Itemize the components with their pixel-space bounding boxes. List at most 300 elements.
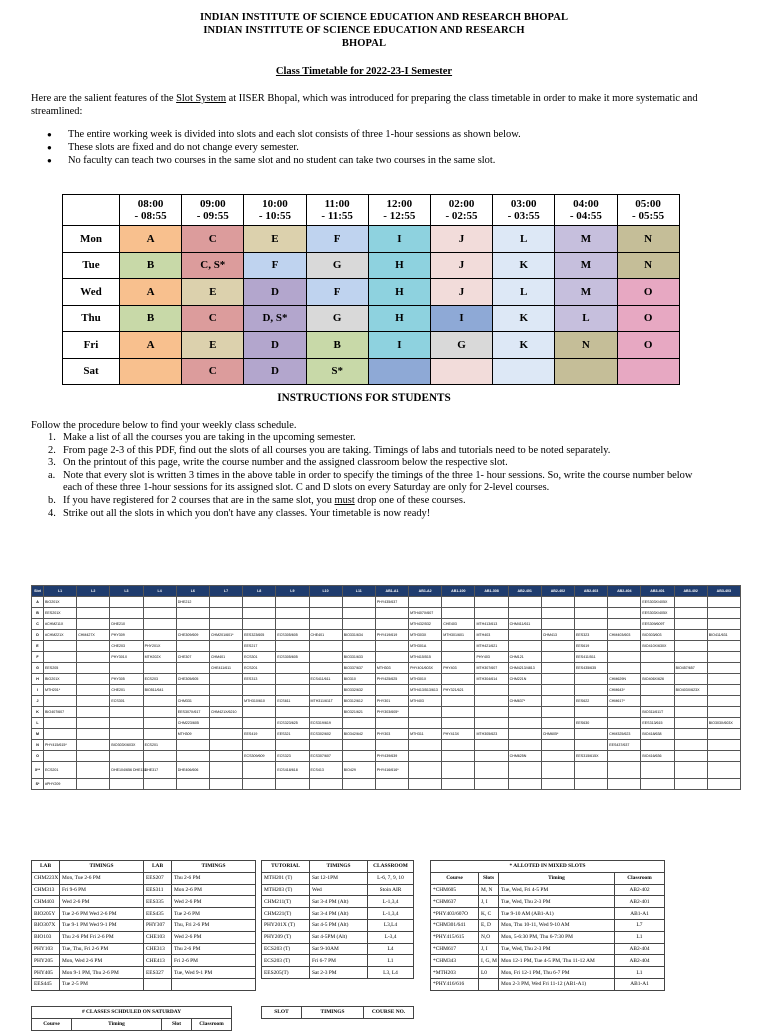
room-cell [342,740,375,751]
room-cell: ECS307/607 [309,751,342,762]
lab-cell: Mon 9-1 PM, Thu 2-6 PM [60,967,144,979]
tutorial-cell: L-1,3,4 [368,896,414,908]
room-cell [575,729,608,740]
room-cell [409,707,442,718]
mixed-cell: AB2-401 [615,896,665,908]
room-cell [110,751,143,762]
day-row [63,332,680,359]
room-cell: MTH310/610 [243,696,276,707]
room-cell [44,718,77,729]
room-cell [276,779,309,790]
slot-cell: C [182,358,244,385]
room-cell [110,707,143,718]
slot-cell [120,358,182,385]
room-cell: BIO407/607 [44,707,77,718]
room-cell [243,762,276,779]
room-cell: EES303X/405X [641,608,674,619]
room-cell: BIO201X [44,674,77,685]
room-cell [309,779,342,790]
room-cell [575,608,608,619]
slot-cell: I [368,226,430,253]
saturday-title: # CLASSES SCHDULED ON SATURDAY [32,1007,232,1019]
instruction-step: a. Note that every slot is written 3 times in the above table in order to specify the timings of the three 1- hour sessions. So, write the course number below each of these three 1-hour sessions for its assigned slot. C and D slots on every Saturday are only for 2-level courses. [48,469,693,494]
room-cell [176,663,209,674]
room-cell: CHM331 [176,696,209,707]
tutorial-row [262,931,414,943]
room-cell [674,729,707,740]
tutorial-header-cell: CLASSROOM [368,861,414,873]
room-cell: CHM413 [541,630,574,641]
institute-name-repeat: INDIAN INSTITUTE OF SCIENCE EDUCATION AND RESEARCH [203,25,525,36]
lab-row [32,978,256,990]
room-cell [707,597,740,608]
slot-course-header-cell: TIMINGS [302,1007,364,1019]
features-list [43,128,723,167]
lab-header-cell: TIMINGS [60,861,144,873]
room-cell [541,685,574,696]
mixed-row [431,896,665,908]
room-row [32,762,741,779]
room-cell [342,597,375,608]
room-row [32,696,741,707]
mixed-row [431,967,665,979]
lab-cell: EES335 [144,896,172,908]
tutorial-cell: L-1,3,4 [368,908,414,920]
room-cell [77,641,110,652]
room-cell: EES309/609T [641,619,674,630]
room-cell: MTH303 [375,663,408,674]
mixed-cell: Mon 12-1 PM, Tue 4-5 PM, Thu 11-12 AM [499,955,615,967]
room-cell [674,762,707,779]
room-cell: DHE212 [176,597,209,608]
room-cell [209,619,242,630]
instructions-lead: Follow the procedure below to find your weekly class schedule. [31,420,297,431]
room-cell [608,608,641,619]
room-cell: MTH201* [44,685,77,696]
room-cell [674,740,707,751]
room-cell [442,751,475,762]
room-cell [508,707,541,718]
room-cell: ECS302/602 [309,729,342,740]
institute-name: INDIAN INSTITUTE OF SCIENCE EDUCATION AND RESEARCH BHOPAL [199,12,569,23]
room-cell: MTH304/614 [475,674,508,685]
room-cell: PHY413X [442,729,475,740]
tutorial-cell: ECS203 (T) [262,955,310,967]
room-cell: EES630 [575,718,608,729]
room-cell [608,619,641,630]
room-cell [641,663,674,674]
room-cell [77,652,110,663]
room-cell [209,597,242,608]
slot-cell: S* [306,358,368,385]
room-cell [176,740,209,751]
lab-cell: Wed 2-6 PM [60,896,144,908]
room-cell: EES419 [243,729,276,740]
lab-cell: Tue 2-6 PM [172,908,256,920]
room-cell [707,707,740,718]
room-cell [209,729,242,740]
room-cell: CHM403/603 [608,630,641,641]
room-cell: BIO511/641 [143,685,176,696]
room-cell: CHM401 [209,652,242,663]
room-slot-label: D [32,630,44,641]
room-cell [475,597,508,608]
room-cell [508,762,541,779]
room-cell: BIO303/603 [641,630,674,641]
room-cell [409,740,442,751]
room-cell [541,641,574,652]
room-cell [209,641,242,652]
room-header-cell: AB3-401 [641,586,674,597]
room-cell [44,641,77,652]
room-header-cell: L8 [243,586,276,597]
slot-cell: E [182,332,244,359]
lab-row [32,919,256,931]
tutorial-row [262,919,414,931]
room-cell [508,729,541,740]
room-cell: MTH303X [409,630,442,641]
day-row [63,279,680,306]
room-cell [442,696,475,707]
room-cell [674,779,707,790]
room-slot-label: F [32,652,44,663]
room-cell: PHY416/616* [375,762,408,779]
room-cell [44,729,77,740]
mixed-slots-table [430,860,665,991]
room-cell [541,696,574,707]
slot-cell: D [244,358,306,385]
room-cell [442,597,475,608]
lab-cell: CHM403 [32,896,60,908]
room-row [32,674,741,685]
tutorial-cell: L4 [368,943,414,955]
mixed-cell: L7 [615,919,665,931]
room-slot-label: B [32,608,44,619]
room-cell [541,608,574,619]
room-cell [442,652,475,663]
room-cell: EES411/511 [575,652,608,663]
mixed-cell: *CHM301/641 [431,919,479,931]
slot-cell: F [306,226,368,253]
slot-cell: H [368,279,430,306]
room-cell [442,762,475,779]
room-cell [77,707,110,718]
room-cell [309,641,342,652]
room-cell: CHE403 [442,619,475,630]
room-cell [44,751,77,762]
saturday-header-cell: Course [32,1018,72,1030]
room-cell: BIO342/642 [342,729,375,740]
room-cell: PHY401/603X [409,663,442,674]
saturday-classes-table [31,1006,232,1031]
room-header-cell: AB2-404 [608,586,641,597]
room-row [32,729,741,740]
lab-cell [172,978,256,990]
room-cell [143,751,176,762]
room-cell [508,718,541,729]
room-cell [641,652,674,663]
room-cell [541,663,574,674]
room-cell [176,619,209,630]
tutorial-cell: L3,L4 [368,919,414,931]
time-header: 12:00 - 12:55 [368,195,430,226]
room-cell: ECS201 [44,762,77,779]
room-cell: BIO331/633 [342,652,375,663]
room-cell: CHE203 [110,641,143,652]
room-cell: EES313 [243,674,276,685]
room-cell [243,608,276,619]
instruction-step: b. If you have registered for 2 courses that are in the same slot, you must drop one of these courses. [48,494,466,506]
room-cell [110,663,143,674]
lab-cell: Tue, Wed 9-1 PM [172,967,256,979]
room-cell [608,641,641,652]
lab-row [32,967,256,979]
room-cell [409,762,442,779]
saturday-header-cell: Slot [162,1018,192,1030]
room-cell [375,740,408,751]
mixed-cell: Mon, 5-6:30 PM, Thu 6-7:30 PM [499,931,615,943]
tutorial-timings-table [261,860,414,979]
room-slot-label: M [32,729,44,740]
room-cell [176,608,209,619]
lab-cell: Tue 2-5 PM [60,978,144,990]
lab-cell: EES311 [144,884,172,896]
room-cell: PHY403 [475,652,508,663]
room-cell: CHM421X/6210 [209,707,242,718]
lab-cell: EES327 [144,967,172,979]
room-header-cell: L4 [143,586,176,597]
room-row [32,685,741,696]
room-cell: EES437/637 [608,740,641,751]
slot-system-link: Slot System [176,93,227,104]
mixed-cell: AB2-404 [615,943,665,955]
lab-cell: PHY405 [32,967,60,979]
room-slot-label: L [32,718,44,729]
room-cell [77,619,110,630]
lab-cell: BIO205Y [32,908,60,920]
room-header-cell: L1 [44,586,77,597]
room-cell [77,740,110,751]
lab-cell: Wed 2-6 PM [172,931,256,943]
room-slot-label: N [32,740,44,751]
room-row [32,707,741,718]
room-cell [77,663,110,674]
mixed-cell: Mon, Thu 10-11, Wed 9-10 AM [499,919,615,931]
slot-cell: K [493,252,555,279]
room-row [32,740,741,751]
room-cell [143,718,176,729]
slot-cell: A [120,279,182,306]
room-cell: #CHM221X [44,630,77,641]
tutorial-cell: L-3,4 [368,931,414,943]
room-cell [243,707,276,718]
room-cell [77,674,110,685]
mixed-row [431,931,665,943]
tutorial-cell: Sat 12-1PM [310,872,368,884]
corner-cell [63,195,120,226]
room-cell: PHY415/615* [44,740,77,751]
lab-row [32,896,256,908]
mixed-row [431,908,665,920]
tutorial-row [262,908,414,920]
slot-cell: A [120,226,182,253]
room-cell: MTH301X [409,674,442,685]
mixed-cell [479,978,499,990]
room-cell [575,597,608,608]
mixed-header-cell: Slots [479,872,499,884]
room-cell: PHY201X [143,641,176,652]
room-cell [276,685,309,696]
room-cell: MTH307/607 [475,663,508,674]
room-cell [77,762,110,779]
slot-cell: B [120,305,182,332]
room-cell [674,630,707,641]
room-cell [110,779,143,790]
mixed-cell: Tue, Wed, Thu 2-3 PM [499,896,615,908]
instructions-heading: INSTRUCTIONS FOR STUDENTS [277,392,451,404]
room-cell [243,718,276,729]
room-cell [243,685,276,696]
room-header-cell: AB2-402 [541,586,574,597]
time-header: 03:00 - 03:55 [493,195,555,226]
day-row [63,226,680,253]
room-cell [276,641,309,652]
tutorial-header-cell: TIMINGS [310,861,368,873]
slot-cell [555,358,617,385]
room-row [32,608,741,619]
room-cell [209,718,242,729]
mixed-cell: Tue, Wed, Thu 2-3 PM [499,943,615,955]
slot-cell: D [244,279,306,306]
lab-cell: Thu 2-6 PM [172,943,256,955]
room-cell: EES307X/617 [176,707,209,718]
room-cell [143,696,176,707]
room-cell: ECS301 [243,652,276,663]
mixed-row [431,884,665,896]
lab-cell: Wed 2-6 PM [172,896,256,908]
room-cell [674,652,707,663]
room-cell [176,685,209,696]
room-header-cell: AB1-100 [442,586,475,597]
day-label: Thu [63,305,120,332]
room-header-cell: L11 [342,586,375,597]
lab-row [32,872,256,884]
tutorial-row [262,884,414,896]
room-cell [276,674,309,685]
time-header: 04:00 - 04:55 [555,195,617,226]
lab-cell: CHE313 [144,943,172,955]
time-header: 02:00 - 02:55 [430,195,492,226]
mixed-cell: N,O [479,931,499,943]
room-slot-label: K [32,707,44,718]
room-cell [508,608,541,619]
feature-item: ● These slots are fixed and do not change every semester. [43,141,723,154]
slot-cell: C [182,305,244,332]
room-cell [541,619,574,630]
lab-cell: PHY205 [32,955,60,967]
room-cell [243,619,276,630]
room-row [32,751,741,762]
room-cell [276,663,309,674]
room-cell: PHY303/605* [375,707,408,718]
room-cell [342,751,375,762]
mixed-cell: J, I [479,943,499,955]
day-label: Wed [63,279,120,306]
room-cell: ECS323/625 [276,718,309,729]
slot-cell: A [120,332,182,359]
room-cell: BIO303X/603X [707,718,740,729]
tutorial-cell: Sat 3-4 PM (Alt) [310,896,368,908]
mixed-cell: *CHM637 [431,896,479,908]
room-header-cell: L3 [110,586,143,597]
mixed-cell: AB1-A1 [615,978,665,990]
mixed-cell: K, C [479,908,499,920]
room-cell: ECS611 [276,696,309,707]
room-cell: CHM629N [608,674,641,685]
lab-cell: Fri 2-6 PM [172,955,256,967]
room-cell: MTH407X/607 [409,608,442,619]
mixed-cell: E, D [479,919,499,931]
intro-pre: Here are the salient features of the [31,93,177,104]
mixed-header-cell: Course [431,872,479,884]
room-cell [707,779,740,790]
room-cell [309,740,342,751]
room-cell: MTH311 [409,729,442,740]
room-cell: BIO310 [342,674,375,685]
time-header: 10:00 - 10:55 [244,195,306,226]
day-row [63,305,680,332]
room-cell: BIO201X [44,597,77,608]
tutorial-header-cell: TUTORIAL [262,861,310,873]
mixed-header-cell: Timing [499,872,615,884]
tutorial-cell: MTH201 (T) [262,872,310,884]
room-cell [608,751,641,762]
lab-cell: Tue 9-1 PM Wed 9-1 PM [60,919,144,931]
lab-cell: Thu 2-6 PM [172,872,256,884]
room-cell: BIO337/637 [342,663,375,674]
room-cell [674,696,707,707]
room-cell [243,779,276,790]
mixed-cell: I, G, M [479,955,499,967]
slot-grid-header [63,195,680,226]
room-cell [209,762,242,779]
slot-cell: B [306,332,368,359]
room-cell: CHE411/611 [209,663,242,674]
room-cell: CHM427X [77,630,110,641]
room-cell [475,685,508,696]
room-slot-label: X** [32,762,44,779]
mixed-slots-title: * ALLOTED IN MIXED SLOTS [431,861,665,873]
room-cell: EES205 [44,663,77,674]
lab-header-cell: LAB [32,861,60,873]
room-cell [674,718,707,729]
room-cell [209,685,242,696]
room-cell: PHY425/625 [375,674,408,685]
room-cell: PHY435/637 [375,597,408,608]
room-cell: CHE401 [309,630,342,641]
room-cell [475,751,508,762]
room-cell: ECS319/619 [309,718,342,729]
room-cell: BIO331/634 [342,630,375,641]
room-cell: BIO418/638 [641,729,674,740]
tutorial-row [262,896,414,908]
room-cell: EES313/615 [641,718,674,729]
room-slot-label: S* [32,779,44,790]
slot-cell: H [368,252,430,279]
room-header-cell: L10 [309,586,342,597]
room-cell [475,779,508,790]
room-cell: EES619 [575,641,608,652]
